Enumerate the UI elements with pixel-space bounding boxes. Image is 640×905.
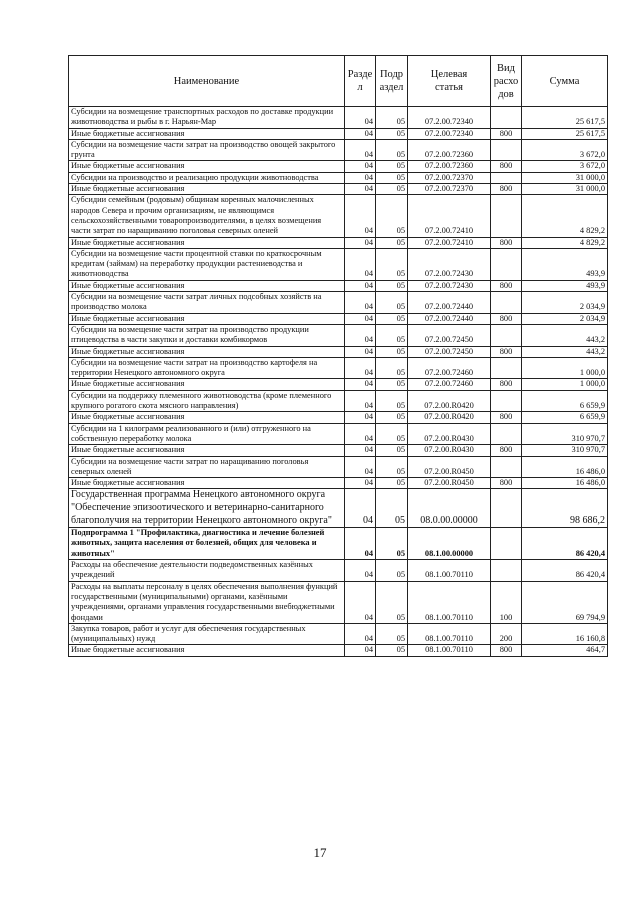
cell-podrazdel: 05 bbox=[376, 623, 408, 645]
cell-name: Государственная программа Ненецкого автономного округа "Обеспечение эпизоотического и ветеринарно-санитарного благополучия на территории Ненецкого автономного округа" bbox=[69, 489, 345, 528]
cell-podrazdel: 05 bbox=[376, 172, 408, 183]
cell-podrazdel: 05 bbox=[376, 248, 408, 280]
cell-razdel: 04 bbox=[345, 161, 376, 172]
table-row bbox=[69, 292, 608, 314]
cell-sum: 310 970,7 bbox=[522, 445, 608, 456]
cell-target-code: 07.2.00.72360 bbox=[408, 139, 491, 161]
cell-podrazdel: 05 bbox=[376, 478, 408, 489]
cell-vid bbox=[491, 528, 522, 560]
header-vid bbox=[491, 56, 522, 107]
cell-target-code: 07.2.00.R0450 bbox=[408, 456, 491, 478]
table-row bbox=[69, 324, 608, 346]
cell-razdel: 04 bbox=[345, 128, 376, 139]
cell-vid: 200 bbox=[491, 623, 522, 645]
table-row bbox=[69, 139, 608, 161]
cell-razdel: 04 bbox=[345, 390, 376, 412]
cell-razdel: 04 bbox=[345, 623, 376, 645]
cell-sum: 31 000,0 bbox=[522, 172, 608, 183]
table-row bbox=[69, 172, 608, 183]
table-row bbox=[69, 456, 608, 478]
cell-sum: 3 672,0 bbox=[522, 161, 608, 172]
cell-name: Иные бюджетные ассигнования bbox=[69, 184, 345, 195]
cell-podrazdel: 05 bbox=[376, 128, 408, 139]
cell-sum: 25 617,5 bbox=[522, 107, 608, 129]
cell-vid bbox=[491, 390, 522, 412]
cell-name: Расходы на выплаты персоналу в целях обеспечения выполнения функций государственными (муниципальными) органами, казёнными учреждениями, органами управления государственными внебюджетными фондами bbox=[69, 581, 345, 623]
cell-sum: 4 829,2 bbox=[522, 195, 608, 237]
cell-name: Субсидии на производство и реализацию продукции животноводства bbox=[69, 172, 345, 183]
cell-razdel: 04 bbox=[345, 139, 376, 161]
cell-target-code: 07.2.00.72340 bbox=[408, 107, 491, 129]
cell-podrazdel: 05 bbox=[376, 237, 408, 248]
header-sum: Сумма bbox=[522, 56, 608, 107]
cell-vid bbox=[491, 172, 522, 183]
table-row bbox=[69, 357, 608, 379]
cell-podrazdel: 05 bbox=[376, 195, 408, 237]
table-row bbox=[69, 528, 608, 560]
cell-razdel: 04 bbox=[345, 184, 376, 195]
table-row bbox=[69, 346, 608, 357]
table-row bbox=[69, 489, 608, 528]
cell-razdel: 04 bbox=[345, 346, 376, 357]
table-row bbox=[69, 623, 608, 645]
cell-name: Субсидии на возмещение части затрат личных подсобных хозяйств на производство молока bbox=[69, 292, 345, 314]
cell-name: Субсидии на 1 килограмм реализованного и (или) отгруженного на собственную переработку молока bbox=[69, 423, 345, 445]
cell-vid bbox=[491, 423, 522, 445]
cell-target-code: 08.1.00.70110 bbox=[408, 581, 491, 623]
cell-podrazdel: 05 bbox=[376, 292, 408, 314]
cell-target-code: 07.2.00.R0430 bbox=[408, 423, 491, 445]
cell-name: Субсидии на возмещение части затрат по наращиванию поголовья северных оленей bbox=[69, 456, 345, 478]
header-vid-label: Вид расхо дов bbox=[493, 62, 519, 100]
cell-target-code: 07.2.00.72440 bbox=[408, 292, 491, 314]
cell-vid bbox=[491, 489, 522, 528]
cell-target-code: 08.1.00.70110 bbox=[408, 623, 491, 645]
cell-podrazdel: 05 bbox=[376, 412, 408, 423]
cell-name: Иные бюджетные ассигнования bbox=[69, 161, 345, 172]
table-row bbox=[69, 379, 608, 390]
cell-razdel: 04 bbox=[345, 313, 376, 324]
cell-vid bbox=[491, 139, 522, 161]
cell-vid: 800 bbox=[491, 645, 522, 656]
cell-name: Иные бюджетные ассигнования bbox=[69, 128, 345, 139]
cell-name: Субсидии на поддержку племенного животноводства (кроме племенного крупного рогатого скота мясного направления) bbox=[69, 390, 345, 412]
cell-target-code: 08.0.00.00000 bbox=[408, 489, 491, 528]
cell-target-code: 07.2.00.72410 bbox=[408, 195, 491, 237]
cell-sum: 3 672,0 bbox=[522, 139, 608, 161]
cell-vid: 100 bbox=[491, 581, 522, 623]
cell-razdel: 04 bbox=[345, 423, 376, 445]
cell-razdel: 04 bbox=[345, 195, 376, 237]
cell-vid: 800 bbox=[491, 346, 522, 357]
cell-vid: 800 bbox=[491, 313, 522, 324]
table-row bbox=[69, 248, 608, 280]
cell-target-code: 08.1.00.70110 bbox=[408, 560, 491, 582]
cell-sum: 16 486,0 bbox=[522, 478, 608, 489]
cell-podrazdel: 05 bbox=[376, 324, 408, 346]
cell-razdel: 04 bbox=[345, 528, 376, 560]
table-row bbox=[69, 313, 608, 324]
budget-table bbox=[68, 55, 608, 657]
cell-vid: 800 bbox=[491, 412, 522, 423]
cell-sum: 1 000,0 bbox=[522, 357, 608, 379]
header-podrazdel-label: Подр аздел bbox=[379, 69, 404, 93]
cell-name: Иные бюджетные ассигнования bbox=[69, 412, 345, 423]
cell-target-code: 07.2.00.72450 bbox=[408, 346, 491, 357]
cell-name: Субсидии на возмещение части процентной ставки по краткосрочным кредитам (займам) на переработку продукции растениеводства и животноводства bbox=[69, 248, 345, 280]
cell-podrazdel: 05 bbox=[376, 357, 408, 379]
cell-target-code: 07.2.00.72450 bbox=[408, 324, 491, 346]
cell-vid bbox=[491, 248, 522, 280]
cell-vid: 800 bbox=[491, 184, 522, 195]
cell-target-code: 07.2.00.72440 bbox=[408, 313, 491, 324]
cell-sum: 443,2 bbox=[522, 346, 608, 357]
cell-razdel: 04 bbox=[345, 581, 376, 623]
table-row bbox=[69, 390, 608, 412]
cell-razdel: 04 bbox=[345, 379, 376, 390]
page-number: 17 bbox=[313, 845, 327, 860]
cell-name: Иные бюджетные ассигнования bbox=[69, 645, 345, 656]
cell-razdel: 04 bbox=[345, 489, 376, 528]
cell-name: Иные бюджетные ассигнования bbox=[69, 478, 345, 489]
cell-podrazdel: 05 bbox=[376, 107, 408, 129]
table-header-row bbox=[69, 56, 608, 107]
cell-target-code: 07.2.00.72410 bbox=[408, 237, 491, 248]
cell-name: Субсидии семейным (родовым) общинам коренных малочисленных народов Севера и прочим организациям, не являющимся сельскохозяйственными товаропроизводителями, в целях возмещения части затрат по наращиванию поголовья северных оленей bbox=[69, 195, 345, 237]
table-row bbox=[69, 445, 608, 456]
cell-razdel: 04 bbox=[345, 237, 376, 248]
cell-vid bbox=[491, 292, 522, 314]
cell-razdel: 04 bbox=[345, 456, 376, 478]
cell-vid bbox=[491, 107, 522, 129]
cell-vid: 800 bbox=[491, 128, 522, 139]
cell-sum: 25 617,5 bbox=[522, 128, 608, 139]
cell-razdel: 04 bbox=[345, 172, 376, 183]
cell-name: Расходы на обеспечение деятельности подведомственных казённых учреждений bbox=[69, 560, 345, 582]
cell-target-code: 07.2.00.72370 bbox=[408, 184, 491, 195]
cell-target-code: 07.2.00.72460 bbox=[408, 379, 491, 390]
cell-razdel: 04 bbox=[345, 248, 376, 280]
cell-podrazdel: 05 bbox=[376, 379, 408, 390]
table-row bbox=[69, 645, 608, 656]
cell-vid: 800 bbox=[491, 161, 522, 172]
cell-podrazdel: 05 bbox=[376, 560, 408, 582]
cell-vid: 800 bbox=[491, 478, 522, 489]
cell-razdel: 04 bbox=[345, 445, 376, 456]
cell-podrazdel: 05 bbox=[376, 390, 408, 412]
cell-podrazdel: 05 bbox=[376, 139, 408, 161]
cell-name: Иные бюджетные ассигнования bbox=[69, 237, 345, 248]
cell-name: Иные бюджетные ассигнования bbox=[69, 313, 345, 324]
cell-razdel: 04 bbox=[345, 357, 376, 379]
cell-target-code: 07.2.00.72430 bbox=[408, 248, 491, 280]
cell-razdel: 04 bbox=[345, 645, 376, 656]
cell-target-code: 07.2.00.72370 bbox=[408, 172, 491, 183]
header-razdel bbox=[345, 56, 376, 107]
table-row bbox=[69, 128, 608, 139]
cell-target-code: 07.2.00.R0450 bbox=[408, 478, 491, 489]
table-row bbox=[69, 161, 608, 172]
cell-podrazdel: 05 bbox=[376, 581, 408, 623]
cell-sum: 16 160,8 bbox=[522, 623, 608, 645]
cell-vid: 800 bbox=[491, 379, 522, 390]
cell-target-code: 07.2.00.72340 bbox=[408, 128, 491, 139]
cell-target-code: 07.2.00.R0420 bbox=[408, 390, 491, 412]
cell-razdel: 04 bbox=[345, 478, 376, 489]
cell-sum: 86 420,4 bbox=[522, 560, 608, 582]
table-row bbox=[69, 581, 608, 623]
cell-razdel: 04 bbox=[345, 560, 376, 582]
cell-vid: 800 bbox=[491, 445, 522, 456]
cell-vid bbox=[491, 560, 522, 582]
cell-name: Субсидии на возмещение части затрат на производство картофеля на территории Ненецкого автономного округа bbox=[69, 357, 345, 379]
table-row bbox=[69, 423, 608, 445]
cell-vid bbox=[491, 456, 522, 478]
cell-name: Подпрограмма 1 "Профилактика, диагностика и лечение болезней животных, защита населения от болезней, общих для человека и животных" bbox=[69, 528, 345, 560]
cell-name: Иные бюджетные ассигнования bbox=[69, 280, 345, 291]
cell-target-code: 07.2.00.72460 bbox=[408, 357, 491, 379]
cell-podrazdel: 05 bbox=[376, 456, 408, 478]
cell-razdel: 04 bbox=[345, 107, 376, 129]
cell-podrazdel: 05 bbox=[376, 489, 408, 528]
table-body bbox=[69, 107, 608, 657]
cell-vid: 800 bbox=[491, 237, 522, 248]
cell-sum: 69 794,9 bbox=[522, 581, 608, 623]
cell-podrazdel: 05 bbox=[376, 645, 408, 656]
cell-sum: 1 000,0 bbox=[522, 379, 608, 390]
cell-sum: 493,9 bbox=[522, 280, 608, 291]
cell-sum: 310 970,7 bbox=[522, 423, 608, 445]
cell-sum: 16 486,0 bbox=[522, 456, 608, 478]
cell-razdel: 04 bbox=[345, 280, 376, 291]
cell-sum: 464,7 bbox=[522, 645, 608, 656]
table-row bbox=[69, 237, 608, 248]
header-target-label: Целевая статья bbox=[430, 69, 468, 93]
cell-sum: 98 686,2 bbox=[522, 489, 608, 528]
table-row bbox=[69, 184, 608, 195]
header-podrazdel bbox=[376, 56, 408, 107]
cell-podrazdel: 05 bbox=[376, 280, 408, 291]
table-row bbox=[69, 107, 608, 129]
cell-podrazdel: 05 bbox=[376, 313, 408, 324]
cell-podrazdel: 05 bbox=[376, 423, 408, 445]
header-razdel-label: Разде л bbox=[347, 69, 373, 93]
table-row bbox=[69, 560, 608, 582]
cell-podrazdel: 05 bbox=[376, 445, 408, 456]
cell-sum: 493,9 bbox=[522, 248, 608, 280]
cell-sum: 2 034,9 bbox=[522, 292, 608, 314]
cell-podrazdel: 05 bbox=[376, 528, 408, 560]
cell-podrazdel: 05 bbox=[376, 346, 408, 357]
table-row bbox=[69, 195, 608, 237]
cell-target-code: 08.1.00.00000 bbox=[408, 528, 491, 560]
cell-sum: 6 659,9 bbox=[522, 412, 608, 423]
cell-razdel: 04 bbox=[345, 324, 376, 346]
cell-name: Закупка товаров, работ и услуг для обеспечения государственных (муниципальных) нужд bbox=[69, 623, 345, 645]
cell-sum: 86 420,4 bbox=[522, 528, 608, 560]
cell-sum: 31 000,0 bbox=[522, 184, 608, 195]
cell-vid bbox=[491, 324, 522, 346]
cell-sum: 6 659,9 bbox=[522, 390, 608, 412]
cell-target-code: 07.2.00.R0430 bbox=[408, 445, 491, 456]
cell-razdel: 04 bbox=[345, 412, 376, 423]
cell-podrazdel: 05 bbox=[376, 161, 408, 172]
cell-target-code: 08.1.00.70110 bbox=[408, 645, 491, 656]
header-name: Наименование bbox=[69, 56, 345, 107]
cell-name: Иные бюджетные ассигнования bbox=[69, 346, 345, 357]
cell-name: Субсидии на возмещение транспортных расходов по доставке продукции животноводства и рыбы в г. Нарьян-Мар bbox=[69, 107, 345, 129]
cell-name: Субсидии на возмещение части затрат на производство продукции птицеводства в части закупки и доставки комбикормов bbox=[69, 324, 345, 346]
cell-sum: 2 034,9 bbox=[522, 313, 608, 324]
cell-name: Иные бюджетные ассигнования bbox=[69, 445, 345, 456]
cell-name: Иные бюджетные ассигнования bbox=[69, 379, 345, 390]
cell-razdel: 04 bbox=[345, 292, 376, 314]
cell-podrazdel: 05 bbox=[376, 184, 408, 195]
cell-name: Субсидии на возмещение части затрат на производство овощей закрытого грунта bbox=[69, 139, 345, 161]
cell-sum: 4 829,2 bbox=[522, 237, 608, 248]
cell-target-code: 07.2.00.R0420 bbox=[408, 412, 491, 423]
cell-target-code: 07.2.00.72430 bbox=[408, 280, 491, 291]
cell-target-code: 07.2.00.72360 bbox=[408, 161, 491, 172]
cell-vid bbox=[491, 195, 522, 237]
header-target bbox=[408, 56, 491, 107]
cell-vid: 800 bbox=[491, 280, 522, 291]
table-row bbox=[69, 478, 608, 489]
table-row bbox=[69, 280, 608, 291]
cell-sum: 443,2 bbox=[522, 324, 608, 346]
cell-vid bbox=[491, 357, 522, 379]
table-row bbox=[69, 412, 608, 423]
